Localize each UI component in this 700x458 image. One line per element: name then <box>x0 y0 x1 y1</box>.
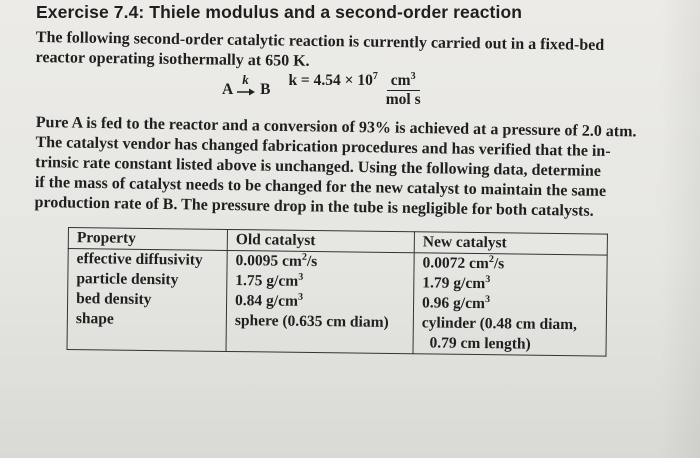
rate-unit-denominator: mol s <box>385 91 421 108</box>
old-value-cell: 0.84 $g/cm^3$ <box>226 291 413 313</box>
intro-line: reactor operating isothermally at 650 K. <box>35 48 310 70</box>
header-new-catalyst: New catalyst <box>414 232 607 255</box>
reaction-scheme <box>222 71 271 99</box>
rate-constant-value: k = 4.54 × 10 <box>288 72 373 89</box>
property-cell: shape <box>67 309 226 331</box>
new-value-continuation: 0.79 cm length) <box>413 333 606 356</box>
new-value-cell: 1.79 $g/cm^3$ <box>414 273 607 295</box>
rate-exponent: 7 <box>372 70 378 82</box>
intro-line: The following second-order catalytic reaction is currently carried out in a fixed-bed <box>35 28 605 54</box>
rate-constant <box>288 72 420 109</box>
old-value-cell: 1.75 $g/cm^3$ <box>227 271 414 293</box>
arrow-rate-label: k <box>242 71 249 87</box>
new-value-cell: 0.0072 $cm^2/s$ <box>414 253 607 276</box>
statement-line: The catalyst vendor has changed fabrication procedures and has verified that the in- <box>35 133 611 161</box>
property-cell: particle density <box>68 269 227 291</box>
rate-unit-fraction <box>386 72 421 109</box>
property-cell: bed density <box>67 289 226 311</box>
intro-paragraph <box>35 28 604 76</box>
property-cell: effective diffusivity <box>68 249 227 271</box>
problem-statement <box>34 113 636 222</box>
reaction-equation <box>222 72 421 109</box>
new-value-cell: 0.96 $g/cm^3$ <box>413 293 606 315</box>
catalyst-properties-table <box>66 227 607 357</box>
statement-line: Pure A is fed to the reactor and a conversion of 93% is achieved at a pressure of 2.0 atm. <box>35 113 637 141</box>
header-property: Property <box>68 228 227 251</box>
old-value-cell: sphere (0.635 cm diam) <box>226 311 413 333</box>
reaction-arrow-icon <box>236 71 256 100</box>
product-label: B <box>260 81 271 99</box>
rate-unit-numerator: $cm^3$ <box>387 72 420 91</box>
reactant-label: A <box>222 81 233 99</box>
old-value-cell: 0.0095 $cm^2/s$ <box>227 250 414 273</box>
page-shadow <box>660 0 700 458</box>
header-old-catalyst: Old catalyst <box>227 229 414 252</box>
statement-line: if the mass of catalyst needs to be changed for the new catalyst to maintain the same <box>34 173 607 200</box>
exercise-title: Exercise 7.4: Thiele modulus and a second-order reaction <box>36 2 523 22</box>
new-value-cell: cylinder (0.48 cm diam, <box>413 313 606 335</box>
statement-line: production rate of B. The pressure drop in the tube is negligible for both catalysts. <box>34 193 594 220</box>
statement-line: trinsic rate constant listed above is unchanged. Using the following data, determine <box>35 153 602 180</box>
